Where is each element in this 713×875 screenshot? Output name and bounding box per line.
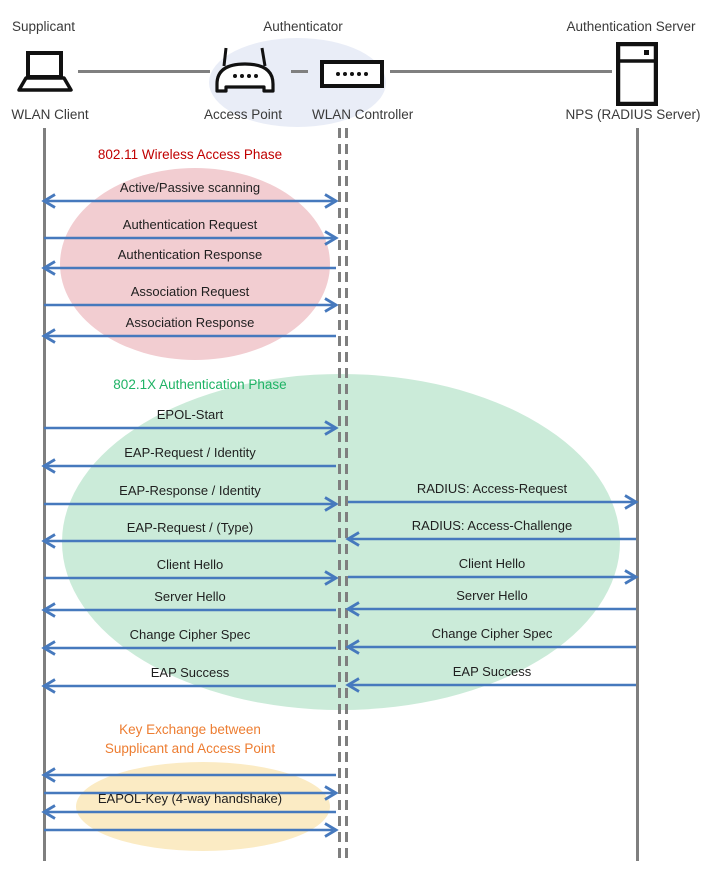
node-label-wlan-controller: WLAN Controller [312, 107, 414, 122]
message-label: EAP-Request / (Type) [126, 520, 254, 535]
node-label-wlan-client: WLAN Client [11, 107, 89, 122]
message-label: Association Request [130, 284, 250, 299]
phase-title-wireless-access: 802.11 Wireless Access Phase [97, 147, 283, 162]
message-label: Authentication Request [122, 217, 258, 232]
message-label: Client Hello [458, 556, 526, 571]
message-label: EAP Success [452, 664, 532, 679]
message-label: Client Hello [156, 557, 224, 572]
message-label: Change Cipher Spec [129, 627, 251, 642]
message-label: Authentication Response [117, 247, 263, 262]
phase-title-authentication: 802.1X Authentication Phase [113, 377, 287, 392]
phase-title-key-exchange-line1: Key Exchange between [119, 722, 261, 737]
message-label: RADIUS: Access-Request [416, 481, 568, 496]
node-label-access-point: Access Point [203, 107, 283, 122]
message-label: Server Hello [154, 589, 226, 604]
node-label-nps-radius-server: NPS (RADIUS Server) [565, 107, 701, 122]
message-label: EPOL-Start [156, 407, 224, 422]
message-label: EAP Success [150, 665, 230, 680]
role-label-supplicant: Supplicant [12, 19, 76, 34]
message-label: Active/Passive scanning [119, 180, 261, 195]
message-label: EAP-Response / Identity [119, 483, 261, 498]
message-label: RADIUS: Access-Challenge [411, 518, 573, 533]
message-label: EAP-Request / Identity [124, 445, 256, 460]
message-label: Association Response [125, 315, 255, 330]
phase-title-key-exchange-line2: Supplicant and Access Point [104, 741, 276, 756]
message-label: Change Cipher Spec [431, 626, 553, 641]
message-label: EAPOL-Key (4-way handshake) [97, 791, 283, 806]
role-label-authenticator: Authenticator [263, 19, 343, 34]
role-label-authentication-server: Authentication Server [566, 19, 696, 34]
message-label: Server Hello [456, 588, 528, 603]
